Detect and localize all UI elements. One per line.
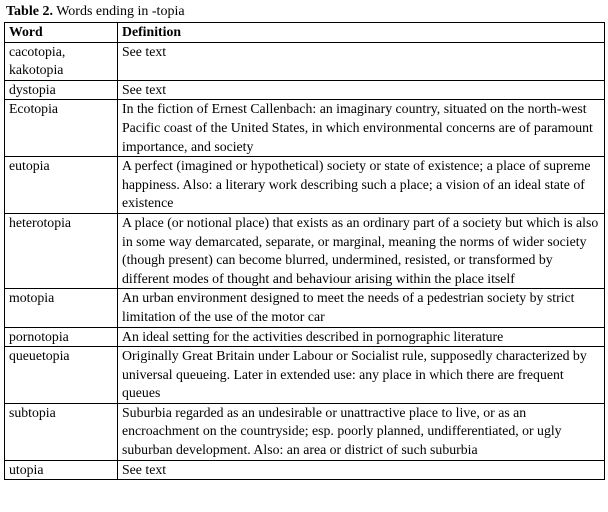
table-caption-text: Words ending in -topia	[52, 4, 185, 19]
table-row	[5, 347, 605, 404]
word-cell: utopia	[5, 460, 118, 480]
word-cell: heterotopia	[5, 213, 118, 288]
table-row	[5, 42, 605, 80]
word-cell: motopia	[5, 289, 118, 327]
word-cell: queuetopia	[5, 347, 118, 404]
definition-cell: A perfect (imagined or hypothetical) society or state of existence; a place of supreme happiness. Also: a literary work describing such a place; a vision of an ideal state of existence	[118, 157, 605, 214]
table-caption	[6, 3, 608, 20]
table-row	[5, 80, 605, 100]
word-cell: cacotopia, kakotopia	[5, 42, 118, 80]
definition-cell: Suburbia regarded as an undesirable or unattractive place to live, or as an encroachment on the countryside; esp. poorly planned, undifferentiated, or ugly suburban development. Also: an area or district of such suburbia	[118, 403, 605, 460]
table-row	[5, 213, 605, 288]
table-row	[5, 403, 605, 460]
word-cell: subtopia	[5, 403, 118, 460]
definition-cell: See text	[118, 42, 605, 80]
definition-cell: See text	[118, 80, 605, 100]
word-cell: Ecotopia	[5, 100, 118, 157]
definition-cell: In the fiction of Ernest Callenbach: an imaginary country, situated on the north-west Pacific coast of the United States, in which environmental concerns are of paramount importance, and society	[118, 100, 605, 157]
table-row	[5, 100, 605, 157]
table-row	[5, 327, 605, 347]
definition-cell: See text	[118, 460, 605, 480]
header-word: Word	[5, 23, 118, 43]
table-header-row	[5, 23, 605, 43]
table-row	[5, 460, 605, 480]
header-definition: Definition	[118, 23, 605, 43]
table-row	[5, 157, 605, 214]
word-cell: pornotopia	[5, 327, 118, 347]
definition-cell: Originally Great Britain under Labour or Socialist rule, supposedly characterized by universal queueing. Later in extended use: any place in which there are frequent queues	[118, 347, 605, 404]
definition-cell: A place (or notional place) that exists as an ordinary part of a society but which is also in some way demarcated, separate, or marginal, meaning the norms of wider society (though present) can become blurred, undermined, resisted, or transformed by different modes of thought and behaviour arising within the place itself	[118, 213, 605, 288]
table-caption-label: Table 2.	[6, 4, 53, 19]
word-cell: eutopia	[5, 157, 118, 214]
topia-words-table	[4, 22, 605, 480]
definition-cell: An urban environment designed to meet the needs of a pedestrian society by strict limitation of the use of the motor car	[118, 289, 605, 327]
table-row	[5, 289, 605, 327]
word-cell: dystopia	[5, 80, 118, 100]
definition-cell: An ideal setting for the activities described in pornographic literature	[118, 327, 605, 347]
